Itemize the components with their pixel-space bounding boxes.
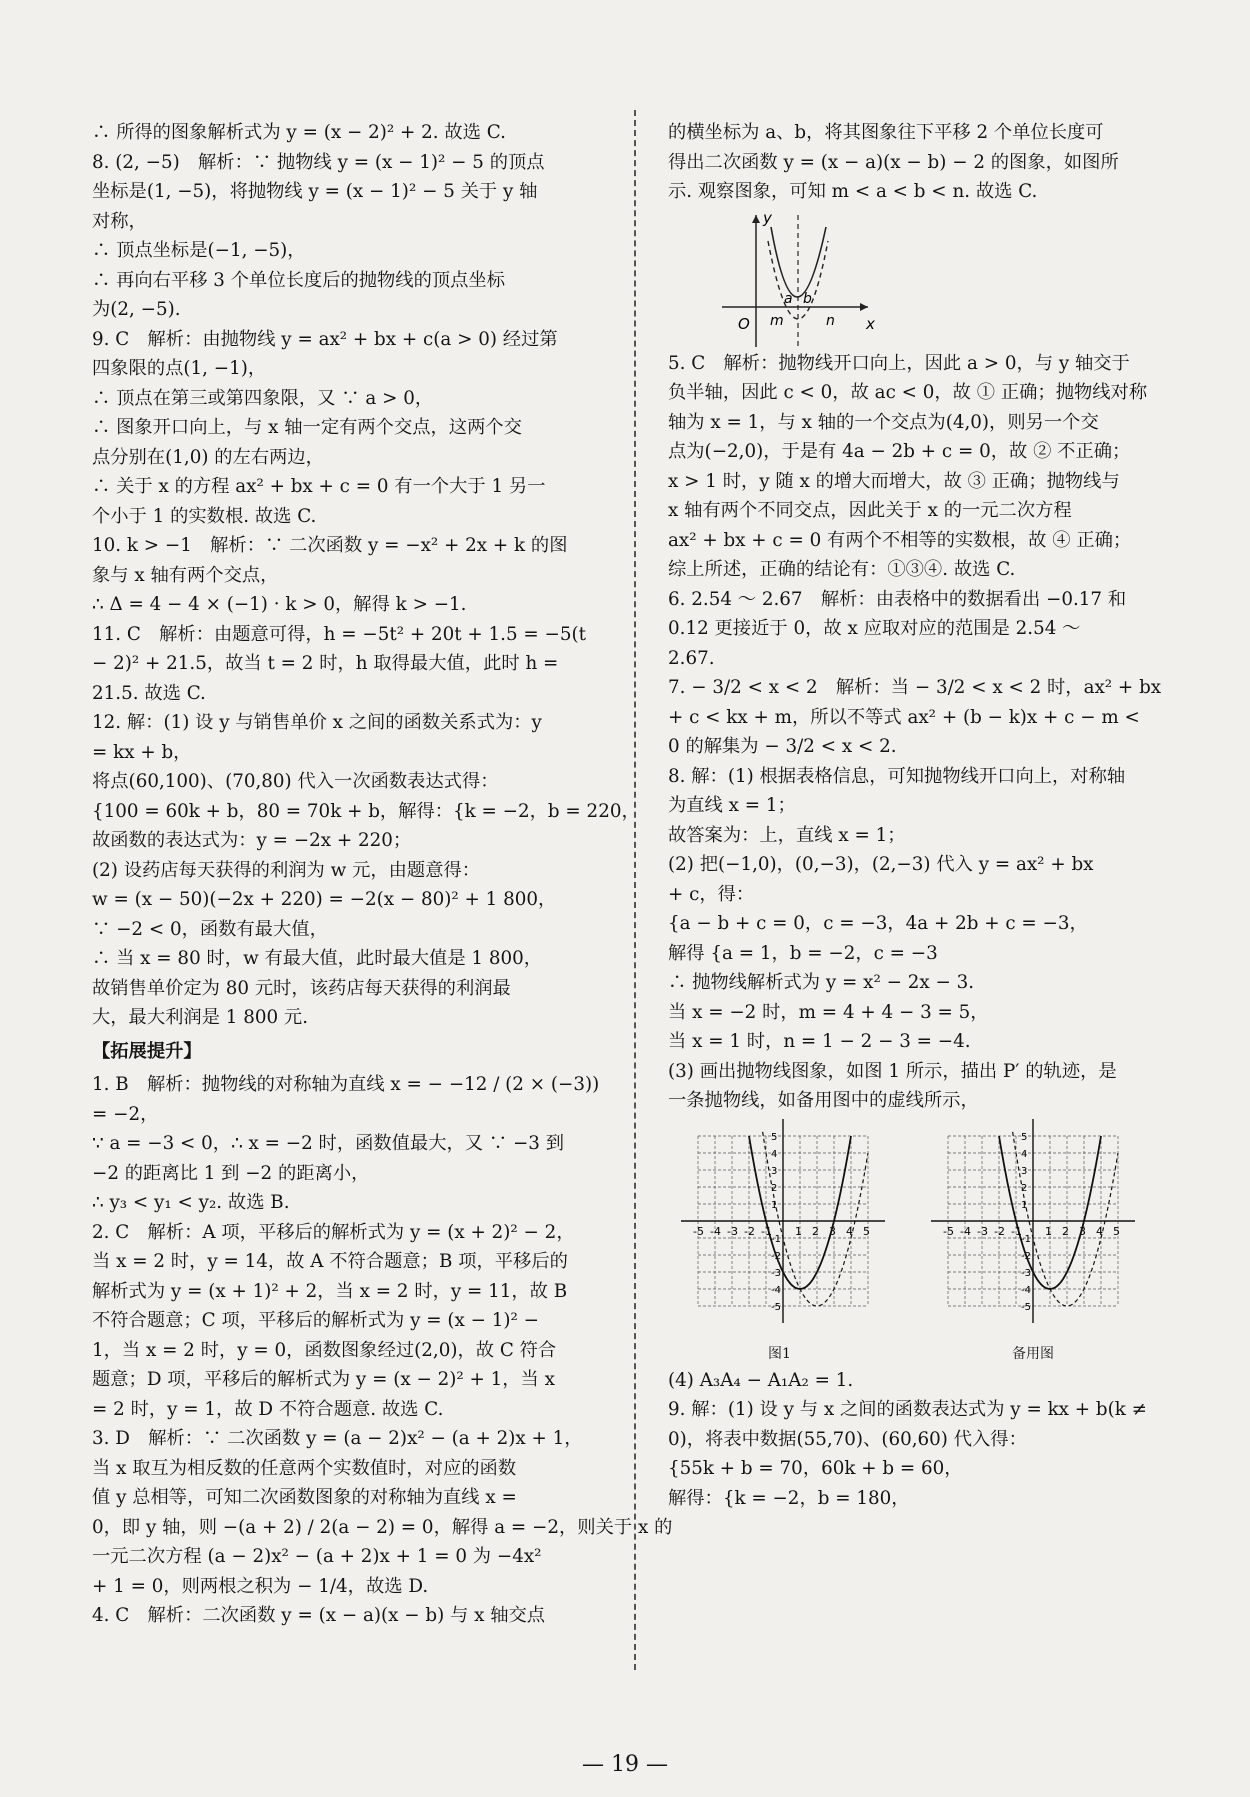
x-tick-label: 1	[1045, 1224, 1052, 1238]
left-column-line: 一元二次方程 (a − 2)x² − (a + 2)x + 1 = 0 为 −4x²	[92, 1546, 542, 1567]
left-column-line: ∴ 顶点在第三或第四象限，又 ∵ a > 0，	[92, 387, 434, 409]
left-column-line: ∴ y₃ < y₁ < y₂. 故选 B.	[92, 1192, 290, 1213]
left-column-line: 坐标是(1, −5)，将抛物线 y = (x − 1)² − 5 关于 y 轴	[92, 181, 538, 202]
y-tick-label: 5	[771, 1131, 778, 1143]
left-column-line: 8. (2, −5) 解析：∵ 抛物线 y = (x − 1)² − 5 的顶点	[92, 151, 545, 173]
left-column-line: 值 y 总相等，可知二次函数图象的对称轴为直线 x =	[92, 1487, 517, 1508]
left-column-line: (2) 设药店每天获得的利润为 w 元，由题意得：	[92, 859, 481, 881]
right-column-bottom-line: 0 的解集为 − 3/2 < x < 2.	[668, 736, 897, 757]
small-parabola-graph	[668, 207, 1164, 349]
right-column-bottom-line: 负半轴，因此 c < 0，故 ac < 0，故 ① 正确；抛物线对称	[668, 382, 1148, 403]
spare-graph	[918, 1116, 1148, 1366]
x-tick-label: -3	[977, 1224, 988, 1238]
left-column-line: ∴ 再向右平移 3 个单位长度后的抛物线的顶点坐标	[92, 269, 505, 291]
right-column-bottom-line: 0.12 更接近于 0，故 x 应取对应的范围是 2.54 ～	[668, 618, 1081, 639]
left-column-line: 大，最大利润是 1 800 元.	[92, 1007, 309, 1028]
section-heading-extension: 【拓展提升】	[92, 1040, 202, 1062]
graph-label-m: m	[770, 312, 784, 329]
left-column-line: 12. 解：(1) 设 y 与销售单价 x 之间的函数关系式为：y	[92, 712, 542, 733]
x-tick-label: -2	[744, 1224, 755, 1238]
left-column-line: 10. k > −1 解析：∵ 二次函数 y = −x² + 2x + k 的图	[92, 535, 568, 556]
y-tick-label: 2	[1021, 1182, 1028, 1194]
right-column-bottom-line: 7. − 3/2 < x < 2 解析：当 − 3/2 < x < 2 时，ax² + bx	[668, 677, 1162, 698]
graph-label-n: n	[826, 312, 835, 329]
right-column-end-line: 9. 解：(1) 设 y 与 x 之间的函数表达式为 y = kx + b(k ≠	[668, 1399, 1147, 1420]
left-column-line: − 2)² + 21.5，故当 t = 2 时，h 取得最大值，此时 h =	[92, 653, 559, 674]
y-tick-label: -4	[771, 1284, 781, 1296]
y-tick-label: -2	[771, 1250, 781, 1262]
left-column-line: 故函数的表达式为：y = −2x + 220；	[92, 830, 412, 851]
graph-x-label: x	[866, 314, 875, 333]
left-column-line: 为(2, −5).	[92, 299, 181, 320]
x-tick-label: -1	[761, 1224, 772, 1238]
left-column-line: 11. C 解析：由题意可得，h = −5t² + 20t + 1.5 = −5(t	[92, 623, 586, 645]
right-column-bottom-line: 2.67.	[668, 647, 715, 669]
x-tick-label: -2	[994, 1224, 1005, 1238]
left-column-line: 将点(60,100)、(70,80) 代入一次函数表达式得：	[92, 771, 499, 792]
x-tick-label: 2	[812, 1224, 819, 1238]
right-column-bottom-line: + c，得：	[668, 883, 755, 905]
left-column-line: ∴ 所得的图象解析式为 y = (x − 2)² + 2. 故选 C.	[92, 122, 506, 143]
right-column-bottom-line: x 轴有两个不同交点，因此关于 x 的一元二次方程	[668, 500, 1072, 521]
left-column-line: {100 = 60k + b，80 = 70k + b，解得：{k = −2，b = 220，	[92, 800, 640, 822]
x-tick-label: 2	[1062, 1224, 1069, 1238]
right-column-bottom-line: 当 x = 1 时，n = 1 − 2 − 3 = −4.	[668, 1031, 971, 1052]
left-column-line: 不符合题意；C 项，平移后的解析式为 y = (x − 1)² −	[92, 1310, 539, 1331]
left-column-line: 1，当 x = 2 时，y = 0，函数图象经过(2,0)，故 C 符合	[92, 1339, 557, 1361]
right-column-bottom-line: 轴为 x = 1，与 x 轴的一个交点为(4,0)，则另一个交	[668, 411, 1099, 433]
right-column-bottom-line: ∴ 抛物线解析式为 y = x² − 2x − 3.	[668, 972, 975, 993]
right-column-bottom-line: (2) 把(−1,0)，(0,−3)，(2,−3) 代入 y = ax² + bx	[668, 854, 1094, 875]
left-column-line: + 1 = 0，则两根之积为 − 1/4，故选 D.	[92, 1575, 429, 1597]
y-tick-label: 2	[771, 1182, 778, 1194]
right-column-bottom-line: 为直线 x = 1；	[668, 795, 796, 816]
x-tick-label: 4	[1096, 1224, 1103, 1238]
x-tick-label: -3	[727, 1224, 738, 1238]
y-tick-label: -2	[1021, 1250, 1031, 1262]
right-column-bottom-line: 解得 {a = 1，b = −2，c = −3	[668, 942, 938, 964]
right-column-bottom-line: 当 x = −2 时，m = 4 + 4 − 3 = 5，	[668, 1001, 989, 1023]
left-column-line: 当 x = 2 时，y = 14，故 A 不符合题意；B 项，平移后的	[92, 1251, 568, 1272]
right-column-end-line: 0)，将表中数据(55,70)、(60,60) 代入得：	[668, 1428, 1027, 1450]
x-tick-label: 5	[1113, 1224, 1120, 1238]
left-column-line: 9. C 解析：由抛物线 y = ax² + bx + c(a > 0) 经过第	[92, 328, 558, 350]
left-column-line: 故销售单价定为 80 元时，该药店每天获得的利润最	[92, 977, 511, 999]
left-column-line: 个小于 1 的实数根. 故选 C.	[92, 505, 317, 527]
spare-figure-caption: 备用图	[1012, 1345, 1054, 1362]
left-column-line: 点分别在(1,0) 的左右两边，	[92, 446, 324, 468]
right-column-top-line: 的横坐标为 a、b，将其图象往下平移 2 个单位长度可	[668, 122, 1104, 143]
right-column-bottom-line: 5. C 解析：抛物线开口向上，因此 a > 0，与 y 轴交于	[668, 352, 1130, 374]
left-column-line: 象与 x 轴有两个交点，	[92, 564, 279, 586]
right-column-top-line: 示. 观察图象，可知 m < a < b < n. 故选 C.	[668, 181, 1038, 202]
right-column-bottom-line: 6. 2.54 ～ 2.67 解析：由表格中的数据看出 −0.17 和	[668, 588, 1127, 610]
right-column-top-line: 得出二次函数 y = (x − a)(x − b) − 2 的图象，如图所	[668, 151, 1119, 173]
left-column-line: 2. C 解析：A 项，平移后的解析式为 y = (x + 2)² − 2，	[92, 1221, 575, 1243]
y-tick-label: 3	[1021, 1165, 1028, 1177]
y-tick-label: 3	[771, 1165, 778, 1177]
figure-1-graph	[668, 1116, 898, 1366]
right-column-bottom-line: ax² + bx + c = 0 有两个不相等的实数根，故 ④ 正确；	[668, 529, 1132, 551]
left-column-line: 4. C 解析：二次函数 y = (x − a)(x − b) 与 x 轴交点	[92, 1605, 546, 1626]
left-column-line: 1. B 解析：抛物线的对称轴为直线 x = − −12 / (2 × (−3))	[92, 1074, 600, 1095]
left-column-line: ∴ 关于 x 的方程 ax² + bx + c = 0 有一个大于 1 另一	[92, 476, 546, 497]
left-column-line: 四象限的点(1, −1)，	[92, 358, 267, 379]
graph-pair	[668, 1116, 1164, 1366]
left-column-line: w = (x − 50)(−2x + 220) = −2(x − 80)² + 1 800，	[92, 889, 557, 910]
left-column-line: = kx + b，	[92, 741, 192, 763]
x-tick-label: -5	[693, 1224, 704, 1238]
graph-label-a: a	[784, 290, 793, 307]
right-column-bottom-line: + c < kx + m，所以不等式 ax² + (b − k)x + c − m <	[668, 706, 1140, 728]
page-number: — 19 —	[582, 1752, 668, 1777]
right-column-bottom-line: 综上所述，正确的结论有：①③④. 故选 C.	[668, 559, 1016, 580]
y-tick-label: 4	[771, 1148, 778, 1160]
graph-origin-label: O	[738, 314, 750, 333]
right-column-bottom-line: 8. 解：(1) 根据表格信息，可知抛物线开口向上，对称轴	[668, 765, 1126, 787]
left-column-line: = 2 时，y = 1，故 D 不符合题意. 故选 C.	[92, 1398, 444, 1420]
right-column-bottom-line: {a − b + c = 0，c = −3，4a + 2b + c = −3，	[668, 913, 1088, 934]
left-column-line: 3. D 解析：∵ 二次函数 y = (a − 2)x² − (a + 2)x + 1，	[92, 1428, 583, 1449]
x-tick-label: 3	[1079, 1224, 1086, 1238]
left-column-line: 21.5. 故选 C.	[92, 682, 206, 704]
y-tick-label: 1	[1021, 1199, 1028, 1211]
x-tick-label: 5	[863, 1224, 870, 1238]
graph-y-label: y	[763, 208, 772, 227]
left-column-line: 题意；D 项，平移后的解析式为 y = (x − 2)² + 1，当 x	[92, 1369, 555, 1390]
left-column-line: ∵ −2 < 0，函数有最大值，	[92, 918, 328, 940]
x-tick-label: -5	[943, 1224, 954, 1238]
left-column-line: −2 的距离比 1 到 −2 的距离小，	[92, 1162, 370, 1184]
x-tick-label: -1	[1011, 1224, 1022, 1238]
y-tick-label: 5	[1021, 1131, 1028, 1143]
y-tick-label: -1	[771, 1233, 781, 1245]
y-tick-label: -4	[1021, 1284, 1031, 1296]
right-column-bottom-line: (3) 画出抛物线图象，如图 1 所示，描出 P′ 的轨迹，是	[668, 1060, 1117, 1082]
y-tick-label: 1	[771, 1199, 778, 1211]
graph-label-b: b	[803, 290, 812, 307]
y-tick-label: -1	[1021, 1233, 1031, 1245]
left-column-line: ∵ a = −3 < 0，∴ x = −2 时，函数值最大，又 ∵ −3 到	[92, 1133, 565, 1154]
x-tick-label: 4	[846, 1224, 853, 1238]
right-column	[668, 118, 1164, 1513]
right-column-bottom-line: 点为(−2,0)，于是有 4a − 2b + c = 0，故 ② 不正确；	[668, 441, 1131, 462]
dashed-trajectory-curve	[763, 1131, 868, 1305]
x-tick-label: -4	[960, 1224, 971, 1238]
left-column-line: 0，即 y 轴，则 −(a + 2) / 2(a − 2) = 0，解得 a = −2，则关于 x 的	[92, 1516, 673, 1538]
right-column-end-line: 解得：{k = −2，b = 180，	[668, 1487, 910, 1509]
figure-1-caption: 图1	[768, 1345, 791, 1362]
right-column-end-line: (4) A₃A₄ − A₁A₂ = 1.	[668, 1369, 854, 1391]
left-column-line: 当 x 取互为相反数的任意两个实数值时，对应的函数	[92, 1457, 517, 1479]
left-column	[92, 118, 673, 1631]
right-column-bottom-line: x > 1 时，y 随 x 的增大而增大，故 ③ 正确；抛物线与	[668, 470, 1120, 492]
left-column-line: ∴ 顶点坐标是(−1, −5)，	[92, 240, 306, 261]
dashed-trajectory-curve	[1013, 1131, 1118, 1305]
x-tick-label: 3	[829, 1224, 836, 1238]
column-divider	[634, 110, 636, 1670]
right-column-end-line: {55k + b = 70，60k + b = 60，	[668, 1458, 963, 1479]
y-tick-label: -5	[771, 1301, 781, 1313]
right-column-bottom-line: 故答案为：上，直线 x = 1；	[668, 824, 906, 846]
x-tick-label: 1	[795, 1224, 802, 1238]
left-column-line: ∴ Δ = 4 − 4 × (−1) · k > 0，解得 k > −1.	[92, 594, 467, 615]
left-column-line: ∴ 当 x = 80 时，w 有最大值，此时最大值是 1 800，	[92, 948, 543, 969]
y-tick-label: 4	[1021, 1148, 1028, 1160]
right-column-bottom-line: 一条抛物线，如备用图中的虚线所示，	[668, 1090, 979, 1111]
left-column-line: 解析式为 y = (x + 1)² + 2，当 x = 2 时，y = 11，故 B	[92, 1280, 568, 1302]
left-column-line: = −2，	[92, 1103, 159, 1125]
left-column-line: ∴ 图象开口向上，与 x 轴一定有两个交点，这两个交	[92, 417, 522, 438]
y-tick-label: -5	[1021, 1301, 1031, 1313]
x-tick-label: -4	[710, 1224, 721, 1238]
left-column-line: 对称，	[92, 210, 147, 232]
y-tick-label: -3	[771, 1267, 781, 1279]
y-tick-label: -3	[1021, 1267, 1031, 1279]
